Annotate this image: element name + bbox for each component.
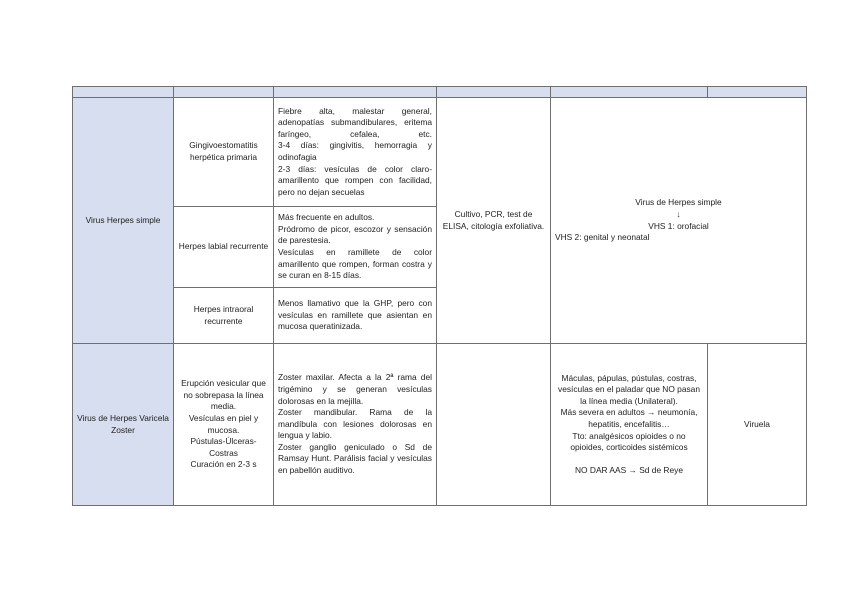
header-cell xyxy=(274,87,437,98)
subtype-name: Herpes labial recurrente xyxy=(174,207,274,288)
header-cell xyxy=(73,87,174,98)
etiology-line: Virus de Herpes simple xyxy=(635,197,722,208)
clinical-description xyxy=(274,344,437,506)
diagnosis-herpes-simple: Cultivo, PCR, test de ELISA, citología exfoliativa. xyxy=(437,98,551,344)
clinical-line: 3-4 días: gingivitis, hemorragia y odinofagia xyxy=(278,140,432,162)
lesion-line: Erupción vesicular que no sobrepasa la línea media. xyxy=(181,378,266,412)
subtype-name: Gingivoestomatitis herpética primaria xyxy=(174,98,274,207)
header-cell xyxy=(174,87,274,98)
header-cell xyxy=(708,87,807,98)
differential-diagnosis: Viruela xyxy=(708,344,807,506)
clinical-line: Zoster ganglio geniculado o Sd de Ramsay Hunt. Parálisis facial y vesículas en pabellón auditivo. xyxy=(278,441,432,476)
clinical-description xyxy=(274,98,437,207)
subtype-name: Herpes intraoral recurrente xyxy=(174,288,274,344)
diagnosis-varicela-zoster xyxy=(437,344,551,506)
lesion-description xyxy=(174,344,274,506)
virus-name-varicela-zoster: Virus de Herpes Varicela Zoster xyxy=(73,344,174,506)
clinical-line: Pródromo de picor, escozor y sensación de parestesia. xyxy=(278,223,432,246)
feature-line: Más severa en adultos → neumonía, hepatitis, encefalitis… xyxy=(560,407,698,429)
feature-line: Tto: analgésicos opioides o no opioides, corticoides sistémicos xyxy=(570,430,688,453)
clinical-line: Fiebre alta, malestar general, adenopatías submandibulares, eritema faríngeo, cefalea, etc. xyxy=(278,105,432,139)
virus-name-herpes-simple: Virus Herpes simple xyxy=(73,98,174,344)
clinical-description xyxy=(274,288,437,344)
header-cell xyxy=(437,87,551,98)
feature-line: NO DAR AAS → Sd de Reye xyxy=(575,464,683,475)
clinical-description xyxy=(274,207,437,288)
header-cell xyxy=(551,87,708,98)
clinical-line: Menos llamativo que la GHP, pero con vesículas en ramillete que asientan en mucosa queratinizada. xyxy=(278,298,432,332)
lesion-line: Curación en 2-3 s xyxy=(190,459,257,470)
features-varicela-zoster xyxy=(551,344,708,506)
clinical-line: 2-3 días: vesículas de color claro-amarillento que rompen con facilidad, pero no dejan secuelas xyxy=(278,163,432,197)
table-row xyxy=(73,344,807,506)
feature-line: Máculas, pápulas, pústulas, costras, vesículas en el paladar que NO pasan la línea media (Unilateral). xyxy=(558,372,700,406)
etiology-line: VHS 2: genital y neonatal xyxy=(555,232,650,243)
clinical-line: Más frecuente en adultos. xyxy=(278,212,375,223)
table-row xyxy=(73,98,807,207)
lesion-line: Vesículas en piel y mucosa. xyxy=(188,412,259,435)
arrow-down-icon: ↓ xyxy=(676,208,681,219)
herpes-table xyxy=(72,86,807,506)
lesion-line: Pústulas-Úlceras-Costras xyxy=(190,436,257,458)
table-header-row xyxy=(73,87,807,98)
etiology-line: VHS 1: orofacial xyxy=(648,220,709,231)
etiology-herpes-simple xyxy=(551,98,807,344)
clinical-line: Zoster maxilar. Afecta a la 2ª rama del trigémino y se generan vesículas dolorosas en la mejilla. xyxy=(278,372,432,406)
clinical-line: Zoster mandibular. Rama de la mandíbula con lesiones dolorosas en lengua y labio. xyxy=(278,407,432,441)
clinical-line: Vesículas en ramillete de color amarillento que rompen, forman costra y se curan en 8-15 días. xyxy=(278,247,432,281)
